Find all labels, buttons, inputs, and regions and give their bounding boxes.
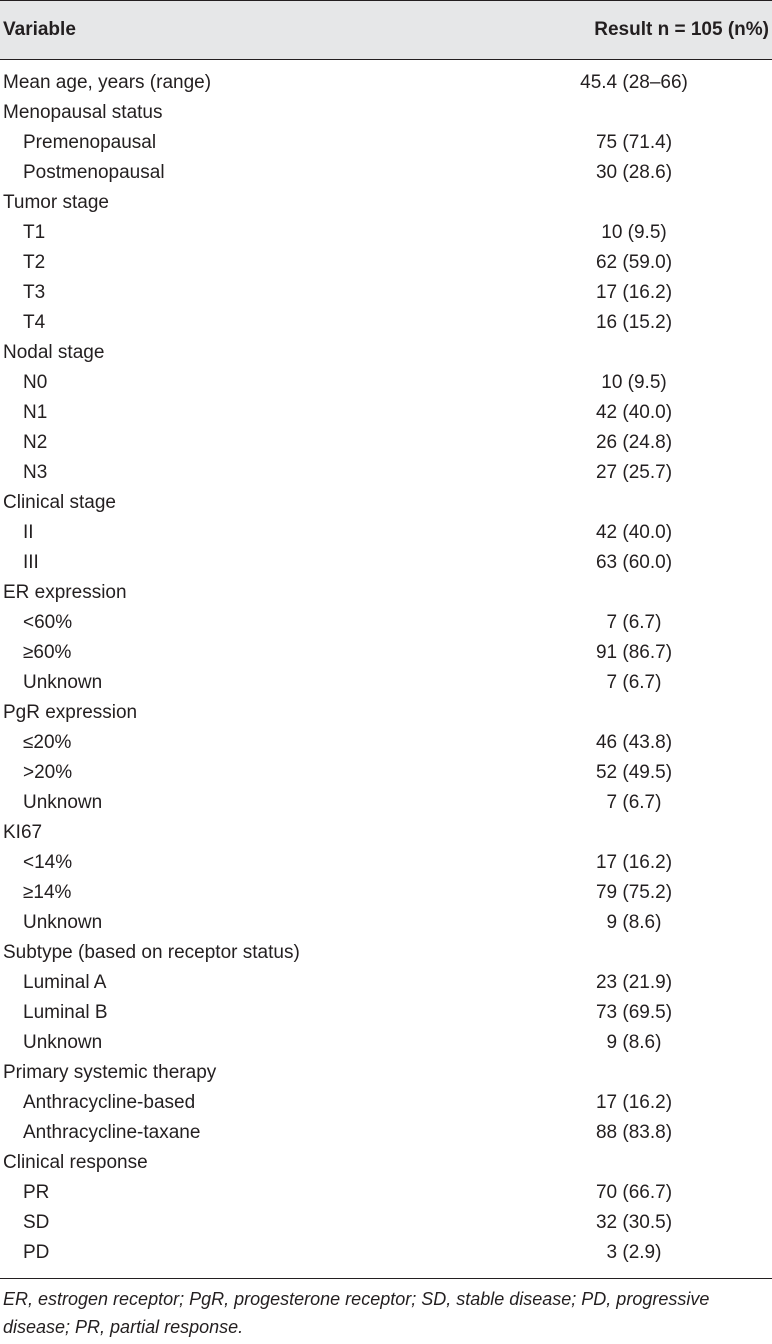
table-row [0, 608, 772, 638]
row-label: Clinical response [3, 1152, 148, 1173]
table-group-row [0, 698, 772, 728]
table-footnote: ER, estrogen receptor; PgR, progesterone receptor; SD, stable disease; PD, progressive disease; PR, partial response. [3, 1289, 710, 1337]
row-label: Primary systemic therapy [3, 1062, 217, 1083]
row-value: 7 (6.7) [606, 612, 662, 633]
table-row [0, 308, 772, 338]
row-label: Unknown [23, 1032, 103, 1053]
table-row [0, 218, 772, 248]
row-value: 9 (8.6) [606, 912, 662, 933]
row-value: 23 (21.9) [595, 972, 673, 993]
row-value: 88 (83.8) [595, 1122, 673, 1143]
row-label: Clinical stage [3, 492, 116, 513]
row-label: <14% [23, 852, 73, 873]
row-value: 70 (66.7) [595, 1182, 673, 1203]
table-row [0, 1178, 772, 1208]
row-label: SD [23, 1212, 50, 1233]
row-label: Nodal stage [3, 342, 105, 363]
row-label: Luminal A [23, 972, 107, 993]
row-value: 63 (60.0) [595, 552, 673, 573]
row-label: PD [23, 1242, 50, 1263]
table-row [0, 998, 772, 1028]
table-row [0, 848, 772, 878]
row-value: 73 (69.5) [595, 1002, 673, 1023]
row-label: ≤20% [23, 732, 72, 753]
table-row [0, 1028, 772, 1058]
table-group-row [0, 1058, 772, 1088]
row-label: Luminal B [23, 1002, 108, 1023]
row-value: 9 (8.6) [606, 1032, 662, 1053]
table-row [0, 158, 772, 188]
row-label: PR [23, 1182, 50, 1203]
row-value: 16 (15.2) [595, 312, 673, 333]
row-label: N1 [23, 402, 48, 423]
table-row [0, 128, 772, 158]
table-row [0, 518, 772, 548]
table-row [0, 788, 772, 818]
table-row [0, 1208, 772, 1238]
table-group-row [0, 98, 772, 128]
row-label: <60% [23, 612, 73, 633]
row-label: Postmenopausal [23, 162, 165, 183]
table-row [0, 1118, 772, 1148]
row-label: N0 [23, 372, 48, 393]
row-value: 42 (40.0) [595, 402, 673, 423]
table-group-row [0, 818, 772, 848]
row-label: >20% [23, 762, 73, 783]
table-row [0, 548, 772, 578]
row-value: 17 (16.2) [595, 1092, 673, 1113]
row-value: 52 (49.5) [595, 762, 673, 783]
row-label: T2 [23, 252, 46, 273]
row-value: 42 (40.0) [595, 522, 673, 543]
table-row [0, 878, 772, 908]
row-label: Unknown [23, 792, 103, 813]
table-row [0, 278, 772, 308]
row-value: 32 (30.5) [595, 1212, 673, 1233]
table-row [0, 638, 772, 668]
row-value: 75 (71.4) [595, 132, 673, 153]
row-value: 62 (59.0) [595, 252, 673, 273]
row-value: 46 (43.8) [595, 732, 673, 753]
row-label: N3 [23, 462, 48, 483]
row-label: Unknown [23, 672, 103, 693]
table-row [0, 428, 772, 458]
row-label: T4 [23, 312, 46, 333]
table-group-row [0, 938, 772, 968]
table-row [0, 368, 772, 398]
row-label: Mean age, years (range) [3, 72, 212, 93]
row-value: 7 (6.7) [606, 672, 662, 693]
row-label: ER expression [3, 582, 127, 603]
row-label: ≥14% [23, 882, 72, 903]
row-value: 7 (6.7) [606, 792, 662, 813]
row-label: Premenopausal [23, 132, 157, 153]
row-value: 91 (86.7) [595, 642, 673, 663]
table-row [0, 668, 772, 698]
row-value: 10 (9.5) [601, 222, 667, 243]
table-row [0, 968, 772, 998]
row-label: Anthracycline-taxane [23, 1122, 201, 1143]
row-label: II [23, 522, 34, 543]
row-value: 27 (25.7) [595, 462, 673, 483]
row-label: PgR expression [3, 702, 138, 723]
table-group-row [0, 338, 772, 368]
row-label: KI67 [3, 822, 43, 843]
table-group-row [0, 188, 772, 218]
row-label: ≥60% [23, 642, 72, 663]
table-body [0, 60, 772, 1268]
row-value: 17 (16.2) [595, 852, 673, 873]
table-group-row [0, 1148, 772, 1178]
row-label: N2 [23, 432, 48, 453]
row-label: T3 [23, 282, 46, 303]
table-row [0, 1238, 772, 1268]
row-label: Tumor stage [3, 192, 109, 213]
header-variable: Variable [3, 19, 76, 40]
row-label: III [23, 552, 39, 573]
table-row [0, 728, 772, 758]
row-label: Unknown [23, 912, 103, 933]
table-row [0, 398, 772, 428]
row-label: Anthracycline-based [23, 1092, 196, 1113]
table-group-row [0, 578, 772, 608]
table-row [0, 1088, 772, 1118]
row-value: 3 (2.9) [606, 1242, 662, 1263]
table-row [0, 248, 772, 278]
row-label: T1 [23, 222, 46, 243]
row-value: 10 (9.5) [601, 372, 667, 393]
row-value: 26 (24.8) [595, 432, 673, 453]
table-row [0, 458, 772, 488]
row-value: 79 (75.2) [595, 882, 673, 903]
table-row [0, 908, 772, 938]
table-group-row [0, 488, 772, 518]
row-label: Menopausal status [3, 102, 163, 123]
row-value: 45.4 (28–66) [580, 72, 688, 93]
header-result: Result n = 105 (n%) [594, 19, 769, 40]
row-value: 30 (28.6) [595, 162, 673, 183]
table-group-row [0, 68, 772, 98]
table-header [0, 0, 772, 60]
row-value: 17 (16.2) [595, 282, 673, 303]
row-label: Subtype (based on receptor status) [3, 942, 300, 963]
table-row [0, 758, 772, 788]
